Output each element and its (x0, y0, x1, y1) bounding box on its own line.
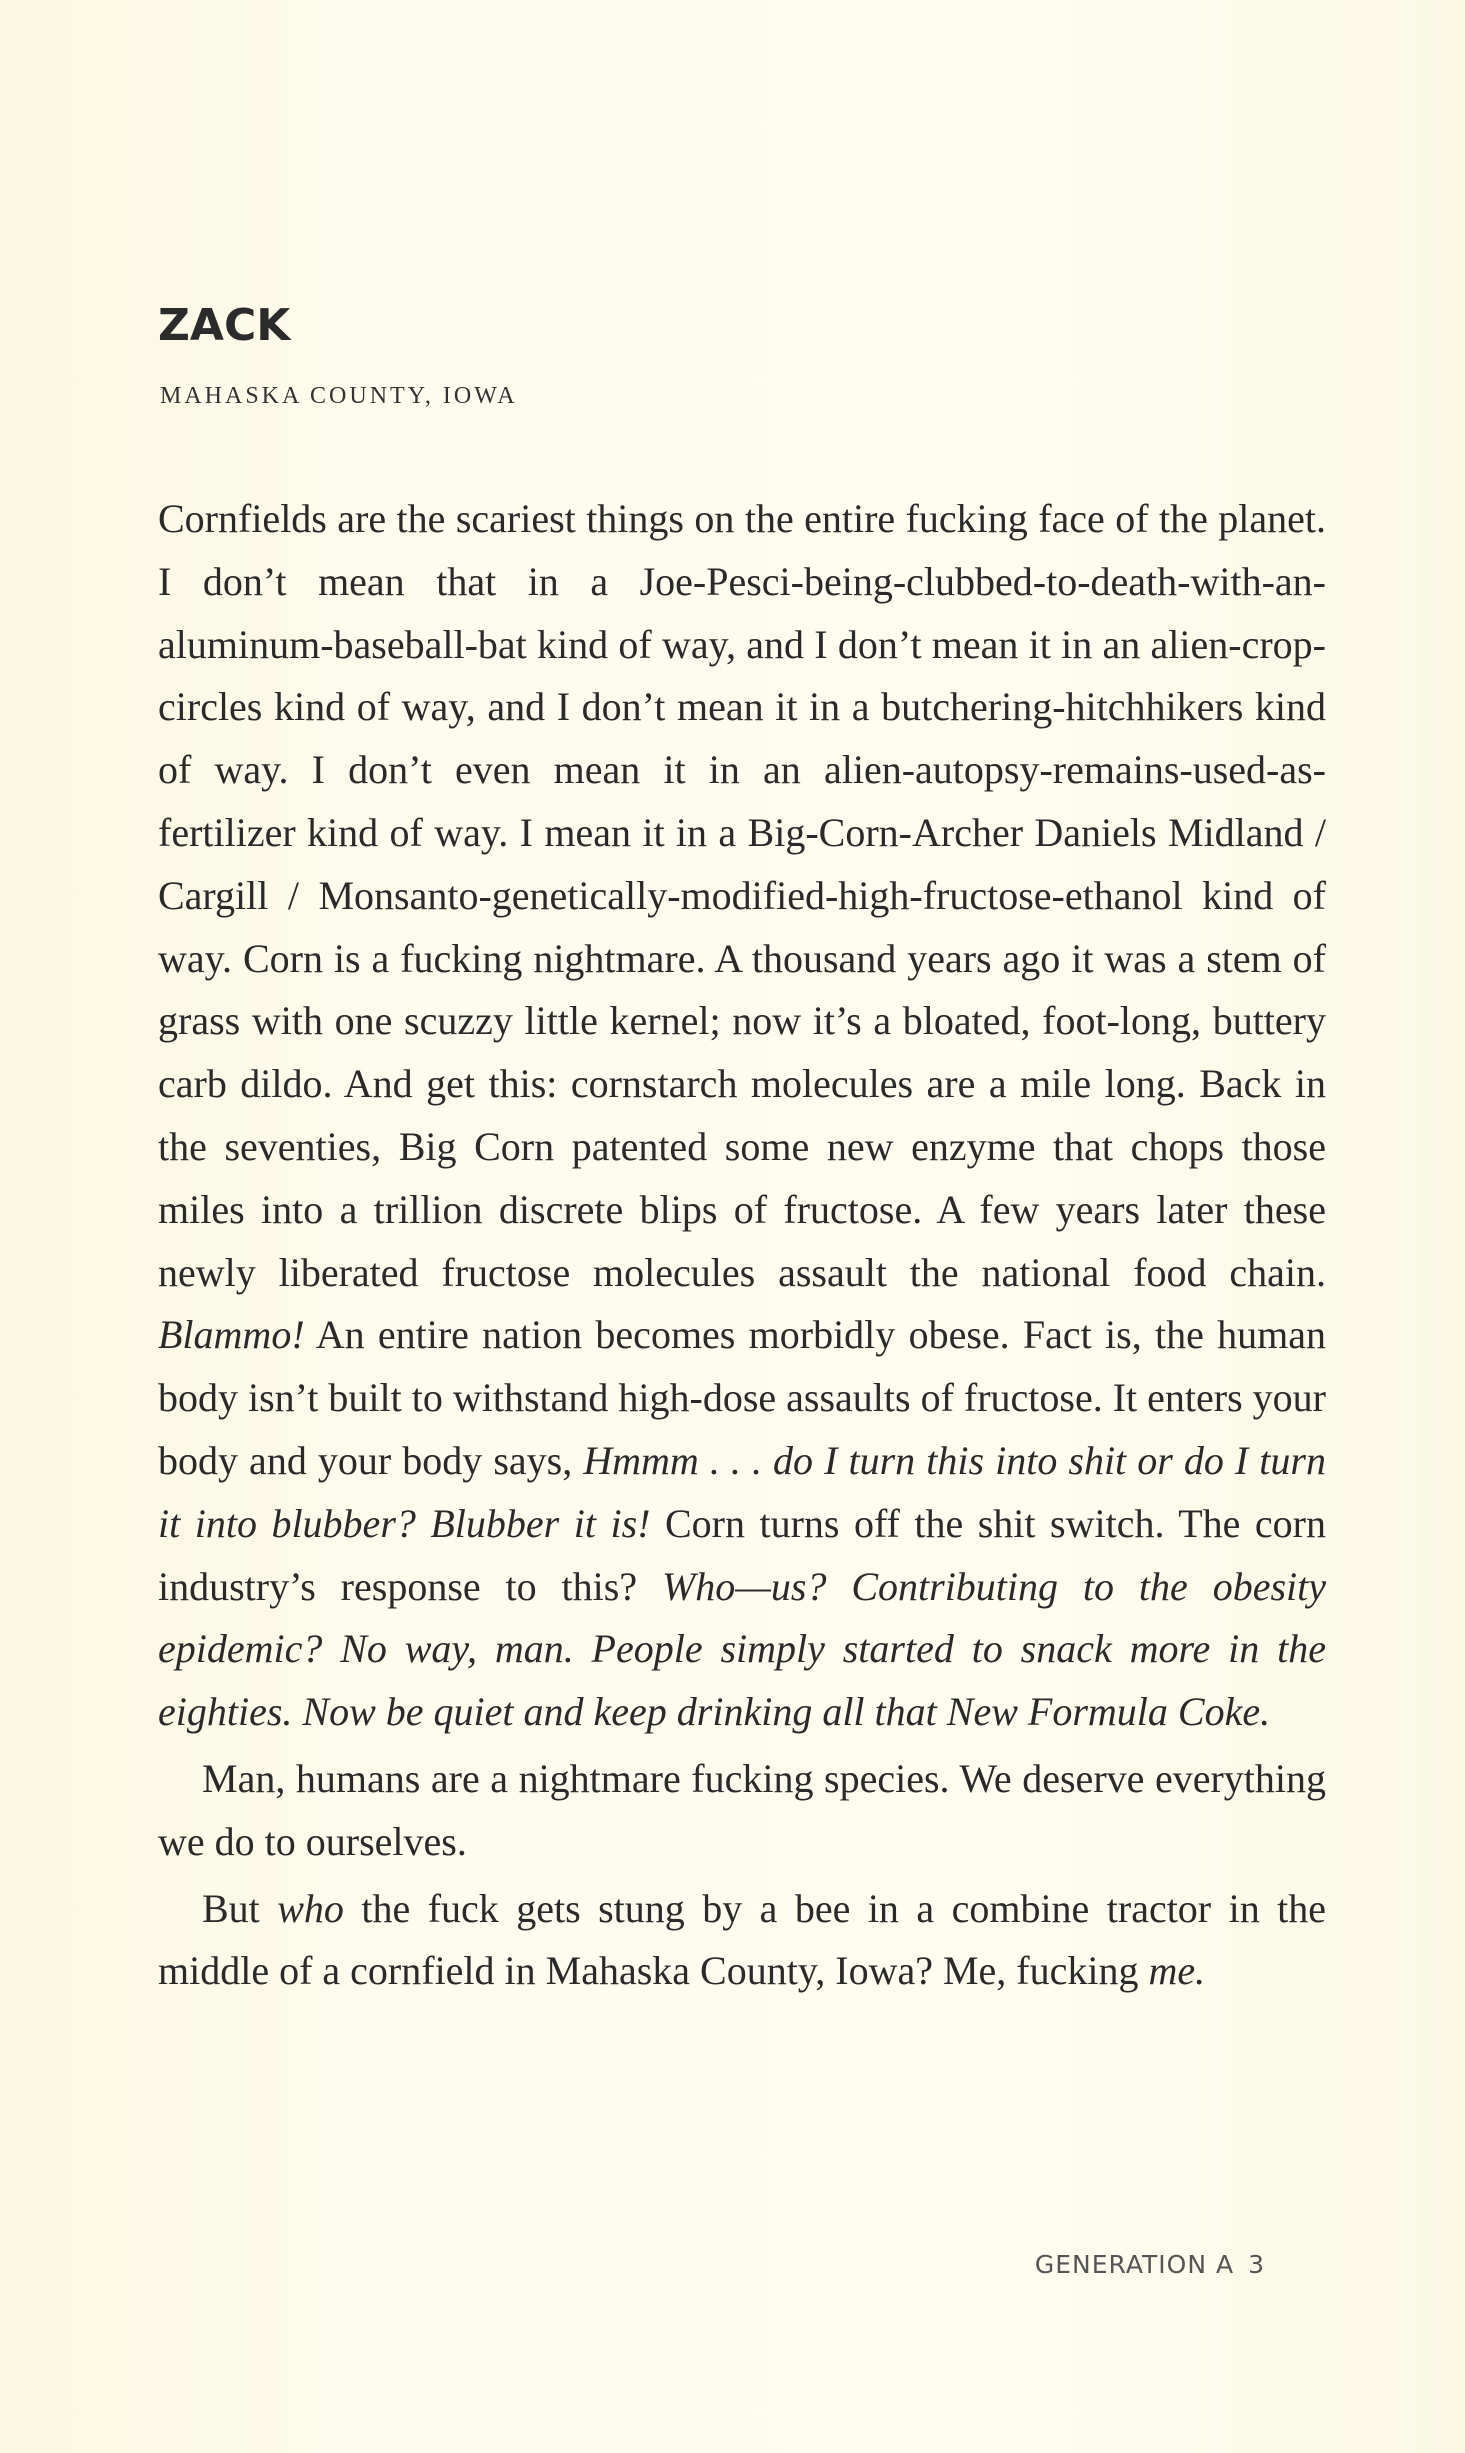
body-text (158, 488, 1326, 2003)
paragraph (158, 488, 1326, 1744)
text-run: Cornfields are the scariest things on the entire fucking face of the planet. I don’t mean that in a Joe-Pesci-being-clubbed-to-death-with-an-aluminum-baseball-bat kind of way, and I don’t mean it in an alien-crop-circles kind of way, and I don’t mean it in a butchering-hitchhikers kind of way. I don’t even mean it in an alien-autopsy-remains-used-as-fertilizer kind of way. I mean it in a Big-Corn-Archer Daniels Midland / Cargill / Monsanto-genetically-modified-high-fructose-ethanol kind of way. Corn is a fucking nightmare. A thousand years ago it was a stem of grass with one scuzzy little kernel; now it’s a bloated, foot-long, buttery carb dildo. And get this: cornstarch molecules are a mile long. Back in the seventies, Big Corn patented some new enzyme that chops those miles into a trillion discrete blips of fructose. A few years later these newly liberated fructose molecules assault the national food chain. (158, 496, 1326, 1295)
text-run: An entire nation becomes morbidly obese. Fact is, the human body isn’t built to withstand high-dose assaults of fructose. It enters your body and your body says, (158, 1312, 1326, 1483)
paragraph (158, 1878, 1326, 2004)
text-run: Corn turns off the shit switch. The corn industry’s response to this? (158, 1500, 1326, 1609)
text-run: the fuck gets stung by a bee in a combine tractor in the middle of a cornfield in Mahaska County, Iowa? Me, fucking (158, 1885, 1326, 1994)
italic-text-run: Blammo! (158, 1312, 305, 1358)
page-number: 3 (1248, 2250, 1265, 2279)
text-run: Man, humans are a nightmare fucking species. We deserve everything we do to ourselves. (158, 1755, 1326, 1864)
italic-text-run: who (277, 1885, 344, 1931)
italic-text-run: Who—us? Contributing to the obesity epidemic? No way, man. People simply started to snack more in the eighties. Now be quiet and keep drinking all that New Formula Coke. (158, 1563, 1326, 1735)
paragraph (158, 1748, 1326, 1874)
chapter-title: ZACK (158, 300, 291, 351)
running-footer (1035, 2250, 1265, 2279)
chapter-location: MAHASKA COUNTY, IOWA (160, 383, 518, 409)
italic-text-run: Hmmm . . . do I turn this into shit or do I turn it into blubber? Blubber it is! (158, 1437, 1326, 1546)
italic-text-run: me. (1148, 1948, 1206, 1994)
running-title: GENERATION A (1034, 2250, 1235, 2279)
text-run: But (202, 1885, 278, 1931)
